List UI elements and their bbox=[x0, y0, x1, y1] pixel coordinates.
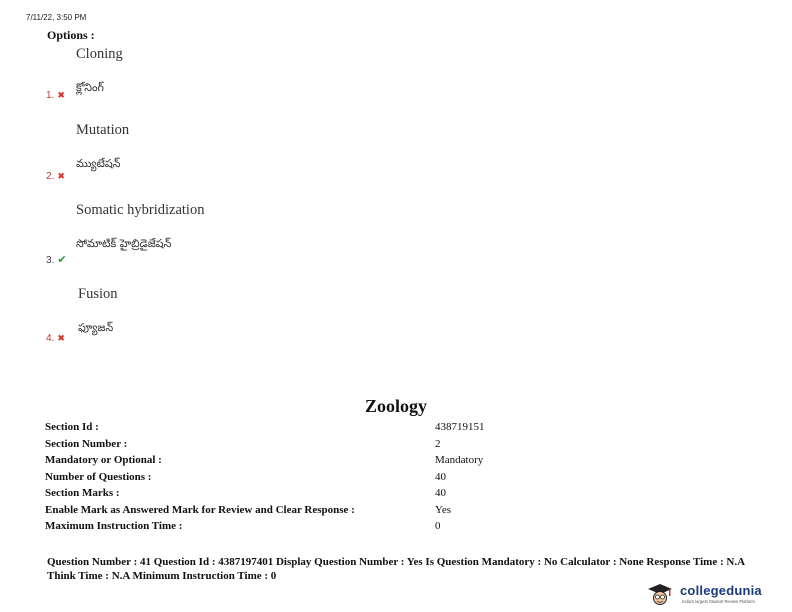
info-value: Yes bbox=[435, 503, 452, 516]
option-1-english: Cloning bbox=[76, 46, 123, 62]
print-timestamp: 7/11/22, 3:50 PM bbox=[26, 13, 87, 22]
check-icon: ✔ bbox=[57, 254, 67, 266]
info-label: Maximum Instruction Time : bbox=[45, 520, 183, 532]
info-label: Section Number : bbox=[45, 437, 128, 450]
question-meta-line: Question Number : 41 Question Id : 4387197401 Display Question Number : Yes Is Question Mandatory : No Calculator : None Response Time : N.A Think Time : N.A Minimum Instruction Time : 0 bbox=[47, 556, 745, 582]
option-number-label: 4. bbox=[46, 333, 55, 344]
info-label: Number of Questions : bbox=[45, 470, 152, 483]
info-value: 40 bbox=[435, 487, 446, 499]
brand-name: collegedunia bbox=[680, 583, 762, 598]
cross-icon: ✖ bbox=[57, 90, 65, 100]
option-2-telugu: మ్యుటేషన్ bbox=[76, 157, 121, 170]
brand-tagline: India's largest Student Review Platform bbox=[682, 599, 755, 604]
section-title: Zoology bbox=[364, 396, 427, 416]
graduate-mascot-icon bbox=[646, 582, 674, 606]
cross-icon: ✖ bbox=[57, 171, 65, 181]
option-1-telugu: క్లోనింగ్ bbox=[76, 81, 104, 94]
info-row bbox=[45, 471, 505, 487]
info-row bbox=[45, 487, 505, 503]
collegedunia-logo bbox=[646, 582, 788, 608]
info-label: Enable Mark as Answered Mark for Review and Clear Response : bbox=[45, 503, 355, 516]
option-1-number bbox=[46, 90, 65, 101]
option-3-number bbox=[46, 253, 67, 266]
info-label: Section Id : bbox=[45, 421, 99, 433]
info-row bbox=[45, 520, 505, 536]
info-value: 2 bbox=[435, 437, 441, 450]
info-label: Mandatory or Optional : bbox=[45, 454, 162, 466]
info-row bbox=[45, 504, 505, 520]
option-3-telugu: సోమాటిక్ హైబ్రిడైజేషన్ bbox=[76, 237, 172, 250]
option-number-label: 2. bbox=[46, 171, 55, 182]
info-row bbox=[45, 454, 505, 470]
info-value: 0 bbox=[435, 520, 441, 532]
info-row bbox=[45, 438, 505, 454]
option-2-english: Mutation bbox=[76, 122, 130, 138]
info-value: Mandatory bbox=[435, 454, 484, 466]
cross-icon: ✖ bbox=[57, 333, 65, 343]
option-3-english: Somatic hybridization bbox=[76, 202, 205, 218]
info-row bbox=[45, 421, 505, 437]
info-value: 438719151 bbox=[435, 421, 485, 433]
option-number-label: 1. bbox=[46, 90, 55, 101]
info-label: Section Marks : bbox=[45, 487, 120, 499]
option-4-english: Fusion bbox=[78, 286, 118, 302]
options-heading: Options : bbox=[47, 28, 95, 42]
option-4-number bbox=[46, 333, 65, 344]
option-4-telugu: ఫ్యూజన్ bbox=[78, 321, 114, 334]
option-number-label: 3. bbox=[46, 255, 55, 266]
info-value: 40 bbox=[435, 470, 446, 483]
option-2-number bbox=[46, 171, 65, 182]
